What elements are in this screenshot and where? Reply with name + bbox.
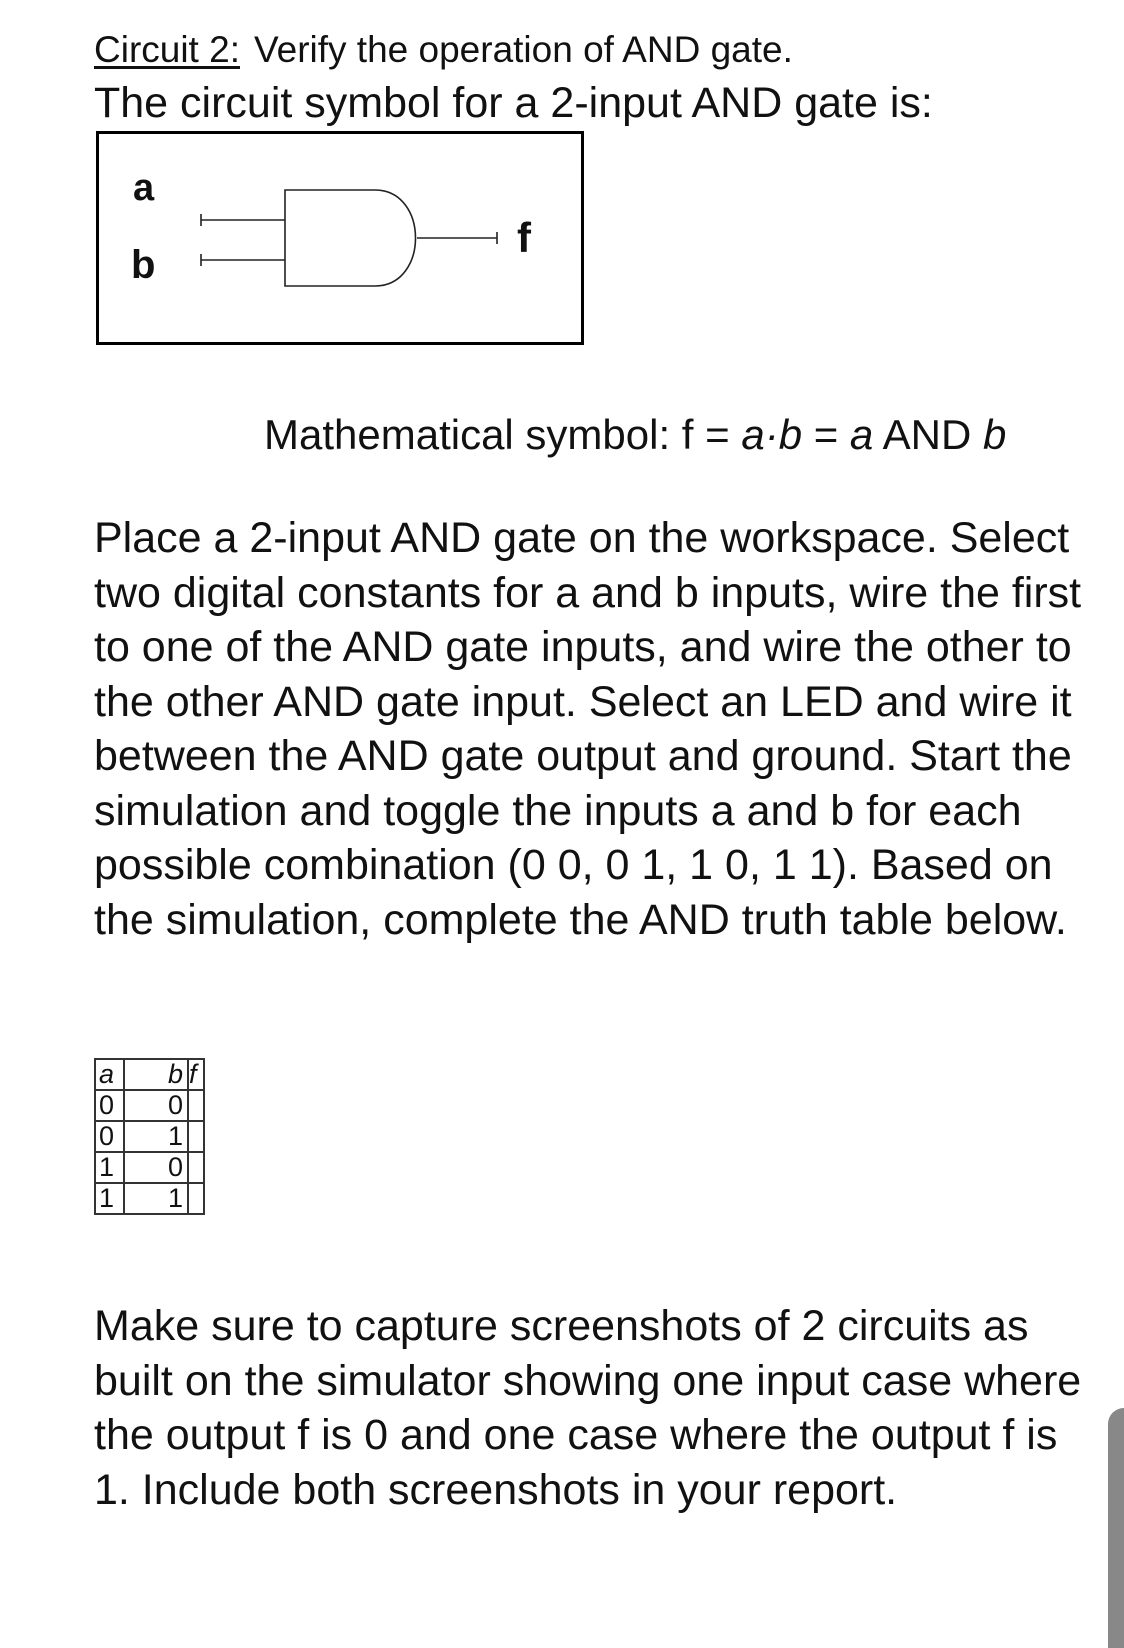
circuit-title: Verify the operation of AND gate. bbox=[253, 29, 793, 70]
math-expression: a·b bbox=[741, 411, 803, 458]
cell-a: 0 bbox=[95, 1090, 124, 1121]
and-gate-body bbox=[285, 190, 416, 286]
mathematical-symbol bbox=[264, 410, 1006, 460]
cell-f[interactable] bbox=[188, 1152, 204, 1183]
cell-b: 0 bbox=[124, 1152, 188, 1183]
header-a: a bbox=[95, 1059, 124, 1090]
cell-b: 1 bbox=[124, 1183, 188, 1214]
and-gate-diagram bbox=[99, 134, 581, 342]
truth-table-header-row bbox=[95, 1059, 204, 1090]
cell-a: 0 bbox=[95, 1121, 124, 1152]
cell-f[interactable] bbox=[188, 1090, 204, 1121]
scrollbar-thumb[interactable] bbox=[1108, 1408, 1124, 1648]
cell-f[interactable] bbox=[188, 1121, 204, 1152]
screenshot-reminder-paragraph: Make sure to capture screenshots of 2 circuits as built on the simulator showing one input case where the output f is 0 and one case where the output f is 1. Include both screenshots in your report. bbox=[94, 1302, 1082, 1514]
instructions-paragraph: Place a 2-input AND gate on the workspace. Select two digital constants for a and b inputs, wire the first to one of the AND gate inputs, and wire the other to the other AND gate input. Select an LED and wire it between the AND gate output and ground. Start the simulation and toggle the inputs a and b for each possible combination (0 0, 0 1, 1 0, 1 1). Based on the simulation, complete the AND truth table below. bbox=[94, 514, 1082, 944]
math-equals: = bbox=[802, 411, 850, 458]
truth-table bbox=[94, 1058, 205, 1215]
cell-a: 1 bbox=[95, 1183, 124, 1214]
table-row bbox=[95, 1183, 204, 1214]
cell-a: 1 bbox=[95, 1152, 124, 1183]
table-row bbox=[95, 1090, 204, 1121]
input-b-label: b bbox=[131, 243, 156, 287]
cell-b: 1 bbox=[124, 1121, 188, 1152]
math-and-word: AND bbox=[873, 411, 983, 458]
output-f-label: f bbox=[517, 214, 531, 261]
and-gate-symbol-figure bbox=[96, 131, 584, 345]
header-f: f bbox=[188, 1059, 204, 1090]
circuit-heading bbox=[94, 28, 793, 72]
cell-b: 0 bbox=[124, 1090, 188, 1121]
table-row bbox=[95, 1152, 204, 1183]
circuit-label: Circuit 2: bbox=[94, 29, 240, 70]
math-operand-a: a bbox=[849, 411, 874, 458]
math-prefix: Mathematical symbol: f = bbox=[264, 411, 742, 458]
table-row bbox=[95, 1121, 204, 1152]
cell-f[interactable] bbox=[188, 1183, 204, 1214]
symbol-intro: The circuit symbol for a 2-input AND gate is: bbox=[94, 79, 933, 127]
header-b: b bbox=[124, 1059, 188, 1090]
input-a-label: a bbox=[133, 167, 155, 209]
math-operand-b: b bbox=[982, 411, 1007, 458]
